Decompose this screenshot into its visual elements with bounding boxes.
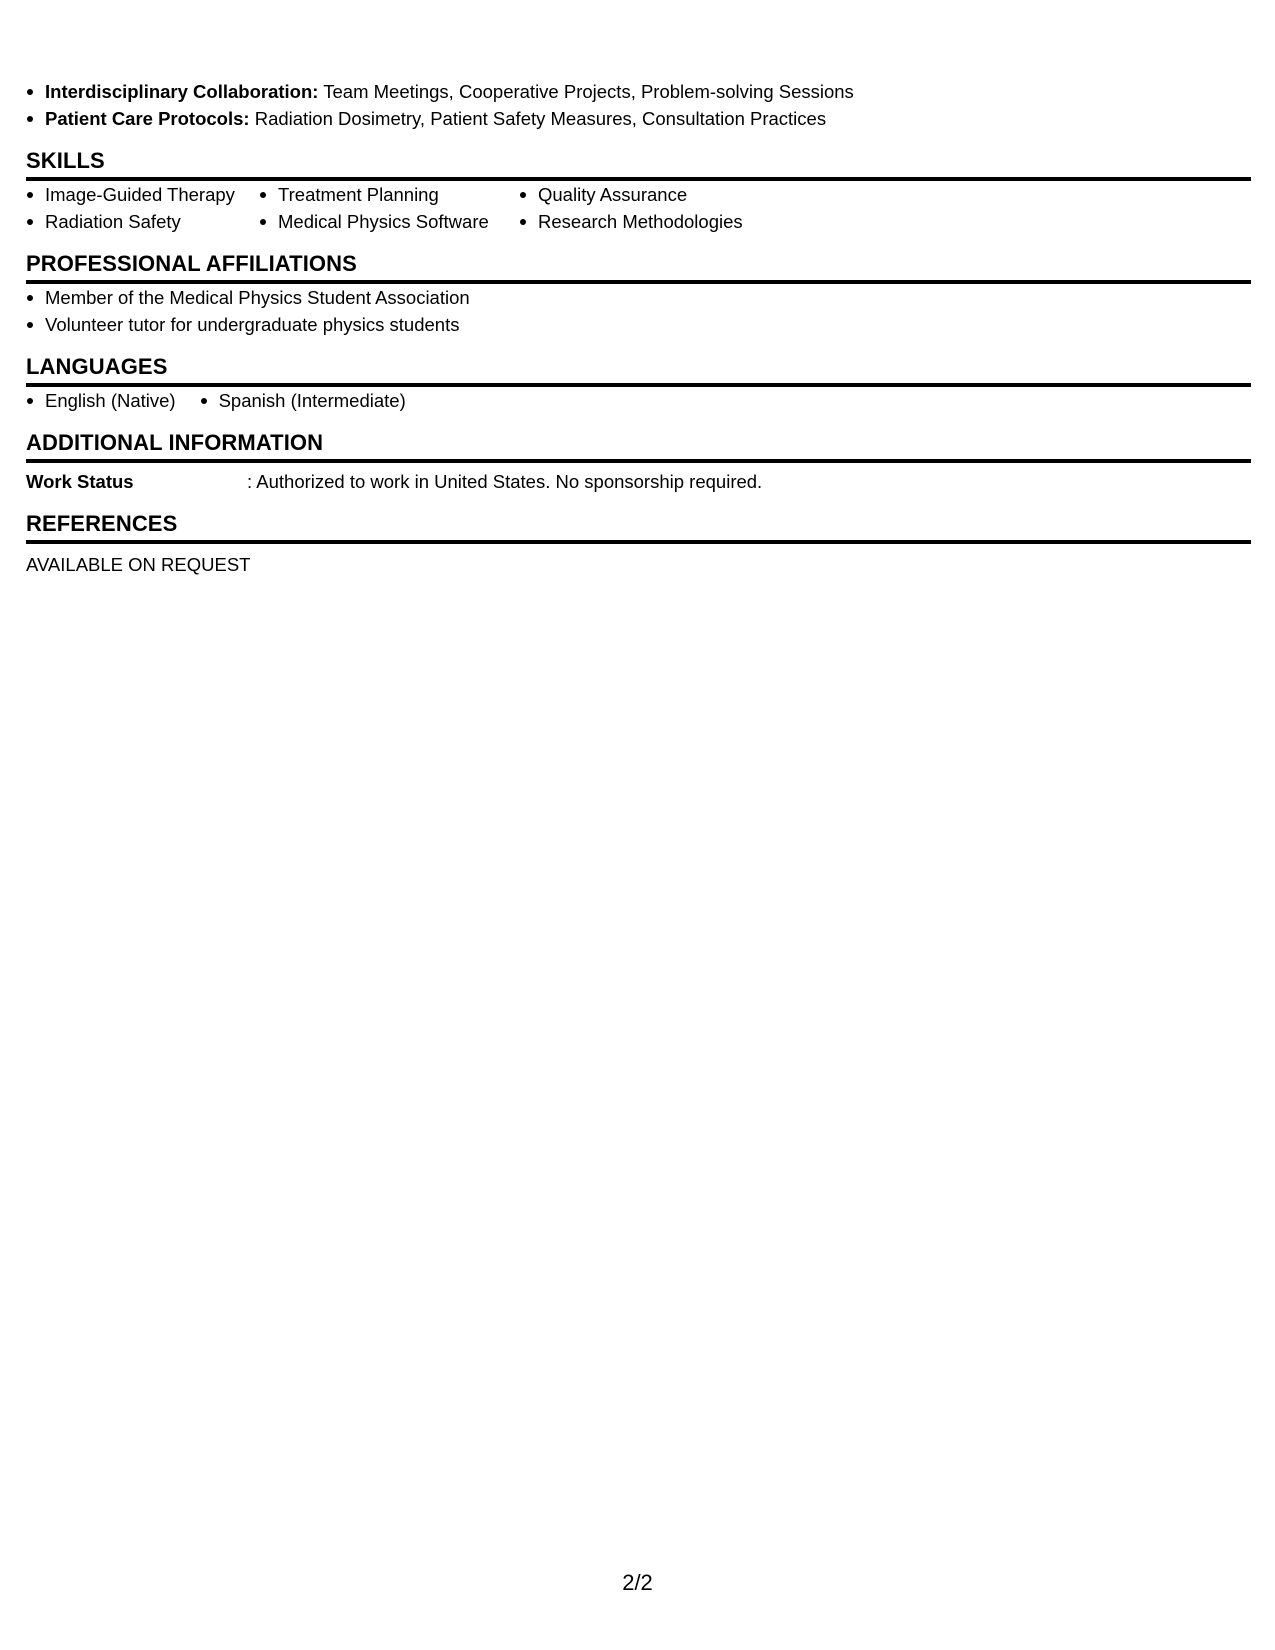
list-item: Spanish (Intermediate) (200, 387, 406, 414)
list-item: Research Methodologies (519, 208, 779, 235)
list-item: Interdisciplinary Collaboration: Team Meetings, Cooperative Projects, Problem-solving Sessions (26, 78, 1251, 105)
list-item: Patient Care Protocols: Radiation Dosimetry, Patient Safety Measures, Consultation Practices (26, 105, 1251, 132)
list-item: Member of the Medical Physics Student Association (26, 284, 1251, 311)
languages-list (26, 387, 1251, 414)
section-title: SKILLS (26, 148, 1251, 181)
skills-list (26, 181, 1251, 235)
section-title: LANGUAGES (26, 354, 1251, 387)
list-item: Medical Physics Software (259, 208, 519, 235)
list-item: Quality Assurance (519, 181, 779, 208)
work-status-row (26, 468, 1251, 495)
list-item: Volunteer tutor for undergraduate physics students (26, 311, 1251, 338)
section-title: REFERENCES (26, 511, 1251, 544)
references-text: AVAILABLE ON REQUEST (26, 554, 251, 575)
references-section (26, 511, 1251, 578)
work-status-value: : Authorized to work in United States. No sponsorship required. (247, 471, 763, 492)
work-status-label: Work Status (26, 471, 134, 492)
section-title: PROFESSIONAL AFFILIATIONS (26, 251, 1251, 284)
expertise-list (26, 78, 1251, 132)
affiliations-section (26, 251, 1251, 338)
languages-section (26, 354, 1251, 414)
additional-info-section (26, 430, 1251, 495)
list-item: Radiation Safety (26, 208, 259, 235)
skills-section (26, 148, 1251, 235)
list-item: English (Native) (26, 387, 176, 414)
section-title: ADDITIONAL INFORMATION (26, 430, 1251, 463)
list-item: Treatment Planning (259, 181, 519, 208)
affiliations-list (26, 284, 1251, 338)
list-item: Image-Guided Therapy (26, 181, 259, 208)
resume-page (26, 78, 1251, 578)
page-number: 2/2 (622, 1570, 653, 1595)
